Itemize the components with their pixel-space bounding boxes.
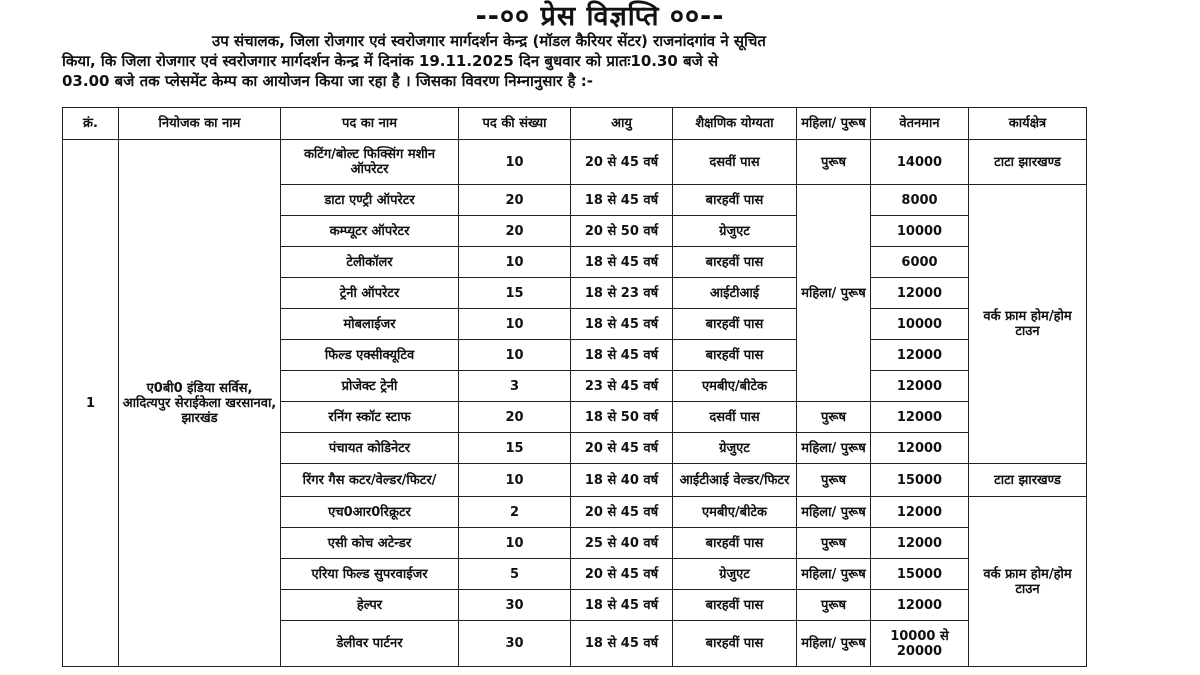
post-count: 10 [459,340,571,371]
qualification: बारहवीं पास [673,528,797,559]
table-header-row [63,108,1087,140]
age-range: 20 से 45 वर्ष [571,559,673,590]
header-workplace: कार्यक्षेत्र [969,108,1087,140]
salary: 8000 [871,185,969,216]
age-range: 18 से 40 वर्ष [571,464,673,497]
age-range: 18 से 45 वर्ष [571,621,673,667]
post-count: 5 [459,559,571,590]
post-name: एसी कोच अटेन्डर [281,528,459,559]
qualification: बारहवीं पास [673,590,797,621]
post-name: फिल्ड एक्सीक्यूटिव [281,340,459,371]
post-count: 20 [459,402,571,433]
workplace: टाटा झारखण्ड [969,140,1087,185]
salary: 12000 [871,590,969,621]
qualification: आईटीआई [673,278,797,309]
age-range: 18 से 45 वर्ष [571,309,673,340]
post-name: कम्प्यूटर ऑपरेटर [281,216,459,247]
post-name: रनिंग स्कॉट स्टाफ [281,402,459,433]
age-range: 18 से 45 वर्ष [571,247,673,278]
post-count: 15 [459,433,571,464]
post-name: प्रोजेक्ट ट्रेनी [281,371,459,402]
post-name: डेलीवर पार्टनर [281,621,459,667]
header-post: पद का नाम [281,108,459,140]
post-name: ट्रेनी ऑपरेटर [281,278,459,309]
post-count: 10 [459,309,571,340]
workplace: टाटा झारखण्ड [969,464,1087,497]
age-range: 18 से 45 वर्ष [571,590,673,621]
age-range: 20 से 45 वर्ष [571,140,673,185]
gender: पुरूष [797,140,871,185]
age-range: 18 से 45 वर्ष [571,185,673,216]
post-name: रिंगर गैस कटर/वेल्डर/फिटर/ [281,464,459,497]
qualification: बारहवीं पास [673,247,797,278]
qualification: एमबीए/बीटेक [673,371,797,402]
age-range: 18 से 23 वर्ष [571,278,673,309]
post-count: 30 [459,590,571,621]
qualification: बारहवीं पास [673,621,797,667]
age-range: 20 से 50 वर्ष [571,216,673,247]
gender: पुरूष [797,528,871,559]
qualification: ग्रेजुएट [673,216,797,247]
table-row [63,140,1087,185]
qualification: एमबीए/बीटेक [673,497,797,528]
age-range: 25 से 40 वर्ष [571,528,673,559]
header-qualification: शैक्षणिक योग्यता [673,108,797,140]
post-name: हेल्पर [281,590,459,621]
salary: 12000 [871,528,969,559]
salary: 14000 [871,140,969,185]
age-range: 18 से 50 वर्ष [571,402,673,433]
salary: 10000 [871,309,969,340]
post-count: 10 [459,528,571,559]
salary: 12000 [871,371,969,402]
salary: 12000 [871,340,969,371]
post-count: 15 [459,278,571,309]
gender: महिला/ पुरूष [797,433,871,464]
qualification: ग्रेजुएट [673,433,797,464]
header-count: पद की संख्या [459,108,571,140]
post-count: 3 [459,371,571,402]
header-serial: क्रं. [63,108,119,140]
serial-number: 1 [63,140,119,667]
post-count: 20 [459,216,571,247]
qualification: आईटीआई वेल्डर/फिटर [673,464,797,497]
post-count: 30 [459,621,571,667]
salary: 10000 [871,216,969,247]
post-name: पंचायत कोडिनेटर [281,433,459,464]
post-name: डाटा एण्ट्री ऑपरेटर [281,185,459,216]
qualification: बारहवीं पास [673,185,797,216]
header-salary: वेतनमान [871,108,969,140]
intro-line-3: 03.00 बजे तक प्लेसमेंट केम्प का आयोजन किया जा रहा है । जिसका विवरण निम्नानुसार है :- [62,72,593,90]
salary: 15000 [871,559,969,590]
employer-name: ए0बी0 इंडिया सर्विस, आदित्यपुर सेराईकेला खरसानवा, झारखंड [119,140,281,667]
qualification: बारहवीं पास [673,309,797,340]
age-range: 20 से 45 वर्ष [571,433,673,464]
post-count: 10 [459,247,571,278]
gender: महिला/ पुरूष [797,621,871,667]
salary: 12000 [871,433,969,464]
press-release-title: --०० प्रेस विज्ञप्ति ००-- [475,1,725,32]
gender: महिला/ पुरूष [797,185,871,402]
age-range: 20 से 45 वर्ष [571,497,673,528]
gender: महिला/ पुरूष [797,559,871,590]
post-name: मोबलाईजर [281,309,459,340]
qualification: बारहवीं पास [673,340,797,371]
age-range: 23 से 45 वर्ष [571,371,673,402]
gender: महिला/ पुरूष [797,497,871,528]
header-age: आयु [571,108,673,140]
post-count: 20 [459,185,571,216]
salary: 15000 [871,464,969,497]
intro-paragraph [62,31,1128,91]
qualification: दसवीं पास [673,140,797,185]
gender: पुरूष [797,590,871,621]
intro-line-1: उप संचालक, जिला रोजगार एवं स्वरोजगार मार्गदर्शन केन्द्र (मॉडल कैरियर सेंटर) राजनांदगांव ने सूचित [212,32,766,50]
post-name: टेलीकॉलर [281,247,459,278]
header-gender: महिला/ पुरूष [797,108,871,140]
header-employer: नियोजक का नाम [119,108,281,140]
salary: 12000 [871,402,969,433]
post-name: कटिंग/बोल्ट फिक्सिंग मशीन ऑपरेटर [281,140,459,185]
post-name: एरिया फिल्ड सुपरवाईजर [281,559,459,590]
salary: 12000 [871,497,969,528]
post-count: 10 [459,140,571,185]
salary: 12000 [871,278,969,309]
intro-line-2: किया, कि जिला रोजगार एवं स्वरोजगार मार्गदर्शन केन्द्र में दिनांक 19.11.2025 दिन बुधवार को प्रातः10.30 बजे से [62,52,719,70]
gender: पुरूष [797,402,871,433]
qualification: ग्रेजुएट [673,559,797,590]
qualification: दसवीं पास [673,402,797,433]
salary: 10000 से 20000 [871,621,969,667]
post-count: 2 [459,497,571,528]
post-count: 10 [459,464,571,497]
workplace: वर्क फ्राम होम/होम टाउन [969,497,1087,667]
workplace: वर्क फ्राम होम/होम टाउन [969,185,1087,464]
salary: 6000 [871,247,969,278]
post-name: एच0आर0रिक्रूटर [281,497,459,528]
placement-table [62,107,1087,667]
age-range: 18 से 45 वर्ष [571,340,673,371]
gender: पुरूष [797,464,871,497]
